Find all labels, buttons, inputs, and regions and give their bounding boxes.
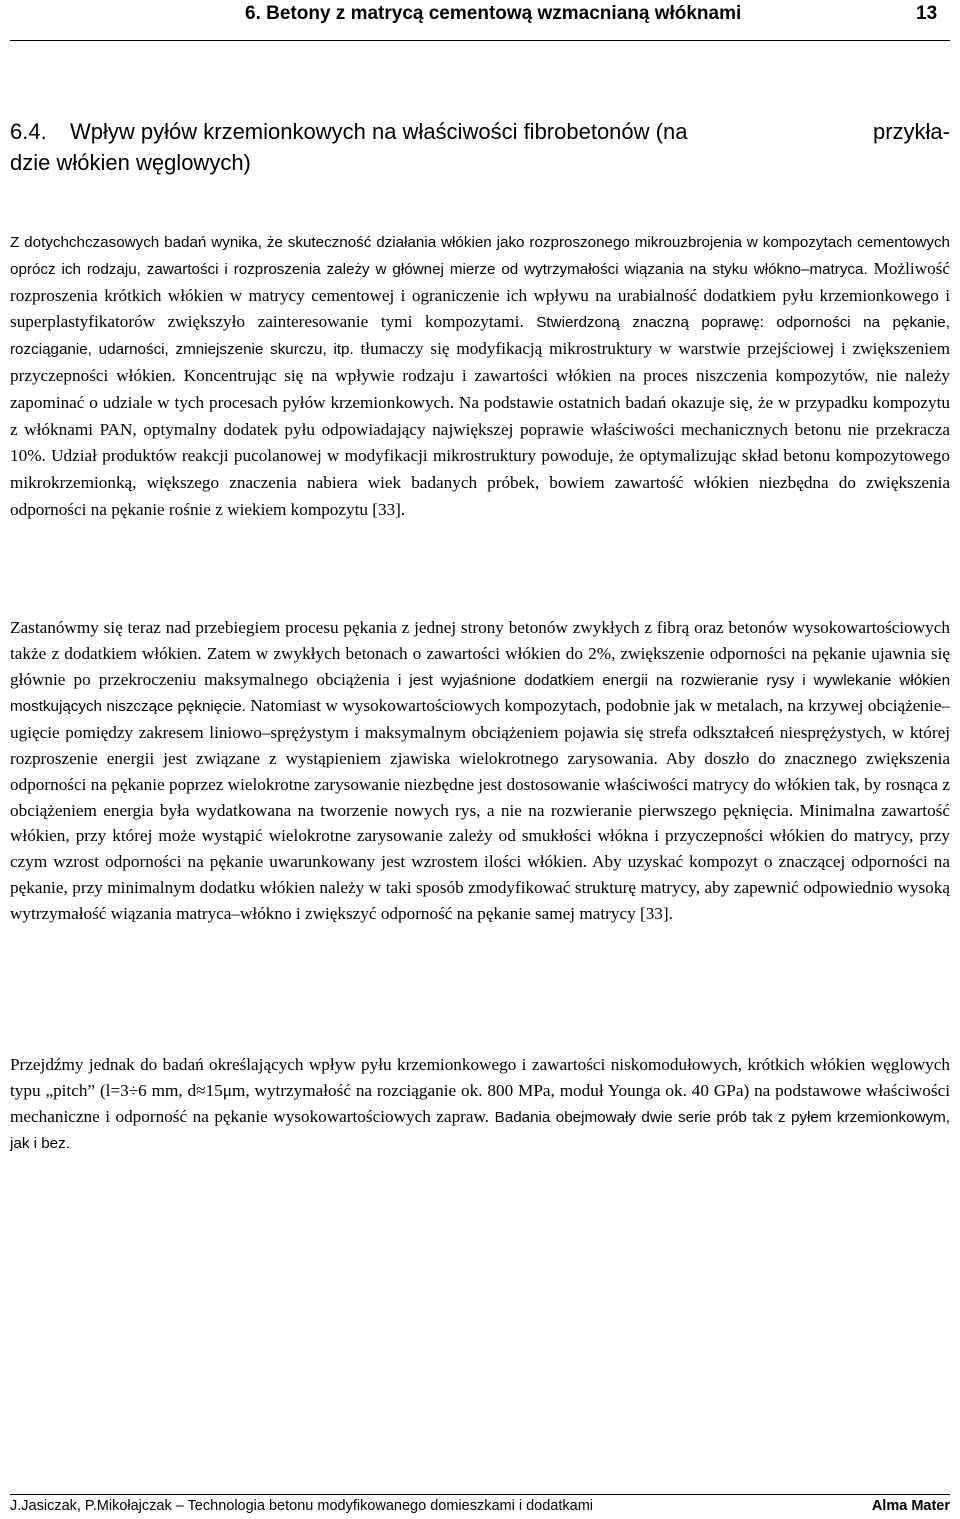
paragraph-1: [10, 230, 950, 524]
chapter-title: 6. Betony z matrycą cementową wzmacnianą włóknami: [245, 3, 742, 24]
section-title-start: Wpływ pyłów krzemionkowych na właściwości fibrobetonów (na: [70, 119, 688, 144]
running-footer: [10, 1494, 950, 1519]
section-heading-line-2: dzie włókien węglowych): [10, 150, 251, 175]
section-number: 6.4.: [10, 119, 47, 144]
paragraph-3: [10, 1052, 950, 1157]
paragraph-2-sans: i jest wyjaśnione dodatkiem energii na rozwieranie rysy i wywlekanie włókien mostkujących niszczące pęknięcie.: [10, 671, 951, 716]
paragraph-1-sans-a: Z dotychchczasowych badań wynika, że skuteczność działania włókien jako rozproszonego mikrouzbrojenia w kompozytach cementowych oprócz ich rodzaju, zawartości i rozproszenia zależy w głównej mierze od wytrzymałości wiązania na styku włókno–matryca.: [10, 234, 950, 278]
page-number: 13: [916, 3, 938, 24]
paragraph-1-serif-b: tłumaczy się modyfikacją mikrostruktury w warstwie przejściowej i zwiększeniem przyczepności włókien. Koncentrując się na wpływie rodzaju i zawartości włókien na proces niszczenia kompozytów, nie należy zapominać o udziale w tych procesach pyłów krzemionkowych. Na podstawie ostatnich badań okazuje się, że w przypadku kompozytu z włóknami PAN, optymalny dodatek pyłu odpowiadający największej poprawie właściwości mechanicznych betonu nie przekracza 10%. Udział produktów reakcji pucolanowej w modyfikacji mikrostruktury powoduje, że optymalizując skład betonu kompozytowego mikrokrzemionką, większego znaczenia nabiera wiek badanych próbek, bowiem zawartość włókien niezbędna do zwiększenia odporności na pękanie rośnie z wiekiem kompozytu [33].: [10, 339, 950, 519]
section-heading: [10, 116, 950, 178]
section-title-hyphen-part: przykła-: [872, 119, 950, 144]
paragraph-1-serif-a: Możliwość rozproszenia krótkich włókien w matrycy cementowej i ograniczenie ich wpływu na urabialność dodatkiem pyłu krzemionkowego i superplastyfikatorów zwiększyło zainteresowanie tymi kompozytami.: [10, 258, 950, 332]
paragraph-1-sans-b: Stwierdzoną znaczną poprawę: odporności na pękanie, rozciąganie, udarności, zmniejszenie skurczu, itp.: [10, 314, 950, 359]
section-heading-line-1: [10, 116, 950, 147]
paragraph-3-sans: Badania obejmowały dwie serie prób tak z pyłem krzemionkowym, jak i bez.: [10, 1108, 950, 1153]
running-header: [10, 0, 950, 41]
footer-authors: J.Jasiczak, P.Mikołajczak – Technologia betonu modyfikowanego domieszkami i dodatkami: [10, 1498, 593, 1514]
paragraph-2: [10, 615, 950, 927]
paragraph-2-serif-a: Zastanówmy się teraz nad przebiegiem procesu pękania z jednej strony betonów zwykłych z fibrą oraz betonów wysokowartościowych także z dodatkiem włókien. Zatem w zwykłych betonach o zawartości włókien do 2%, zwiększenie odporności na pękanie ujawnia się głównie po przekroczeniu maksymalnego obciążenia: [10, 618, 950, 689]
paragraph-2-serif-b: Natomiast w wysokowartościowych kompozytach, podobnie jak w metalach, na krzywej obciążenie–ugięcie pomiędzy zakresem liniowo–sprężystym i maksymalnym obciążeniem pojawia się strefa odkształceń niesprężystych, w której rozproszenie energii jest związane z wystąpieniem zjawiska wielokrotnego zarysowania. Aby doszło do znacznego zwiększenia odporności na pękanie poprzez wielokrotne zarysowanie niezbędne jest dostosowanie właściwości matrycy do włókien tak, by rosnąca z obciążeniem energia była wydatkowana na tworzenie nowych rys, a nie na rozwieranie pierwszego pęknięcia. Minimalna zawartość włókien, przy której może wystąpić wielokrotne zarysowanie zależy od smukłości włókna i przyczepności włókien do matrycy, przy czym wzrost odporności na pękanie uwarunkowany jest wzrostem ilości włókien. Aby uzyskać kompozyt o znaczącej odporności na pękanie, przy minimalnym dodatku włókien należy w taki sposób zmodyfikować strukturę matrycy, aby zapewnić odpowiednio wysoką wytrzymałość wiązania matryca–włókno i zwiększyć odporność na pękanie samej matrycy [33].: [10, 696, 951, 923]
paragraph-3-serif-a: Przejdźmy jednak do badań określających wpływ pyłu krzemionkowego i zawartości niskomodułowych, krótkich włókien węglowych typu „pitch” (l=3÷6 mm, d≈15μm, wytrzymałość na rozciąganie ok. 800 MPa, moduł Younga ok. 40 GPa) na podstawowe właściwości mechaniczne i odporność na pękanie wysokowartościowych zapraw.: [10, 1055, 950, 1126]
footer-publisher: Alma Mater: [871, 1498, 950, 1514]
